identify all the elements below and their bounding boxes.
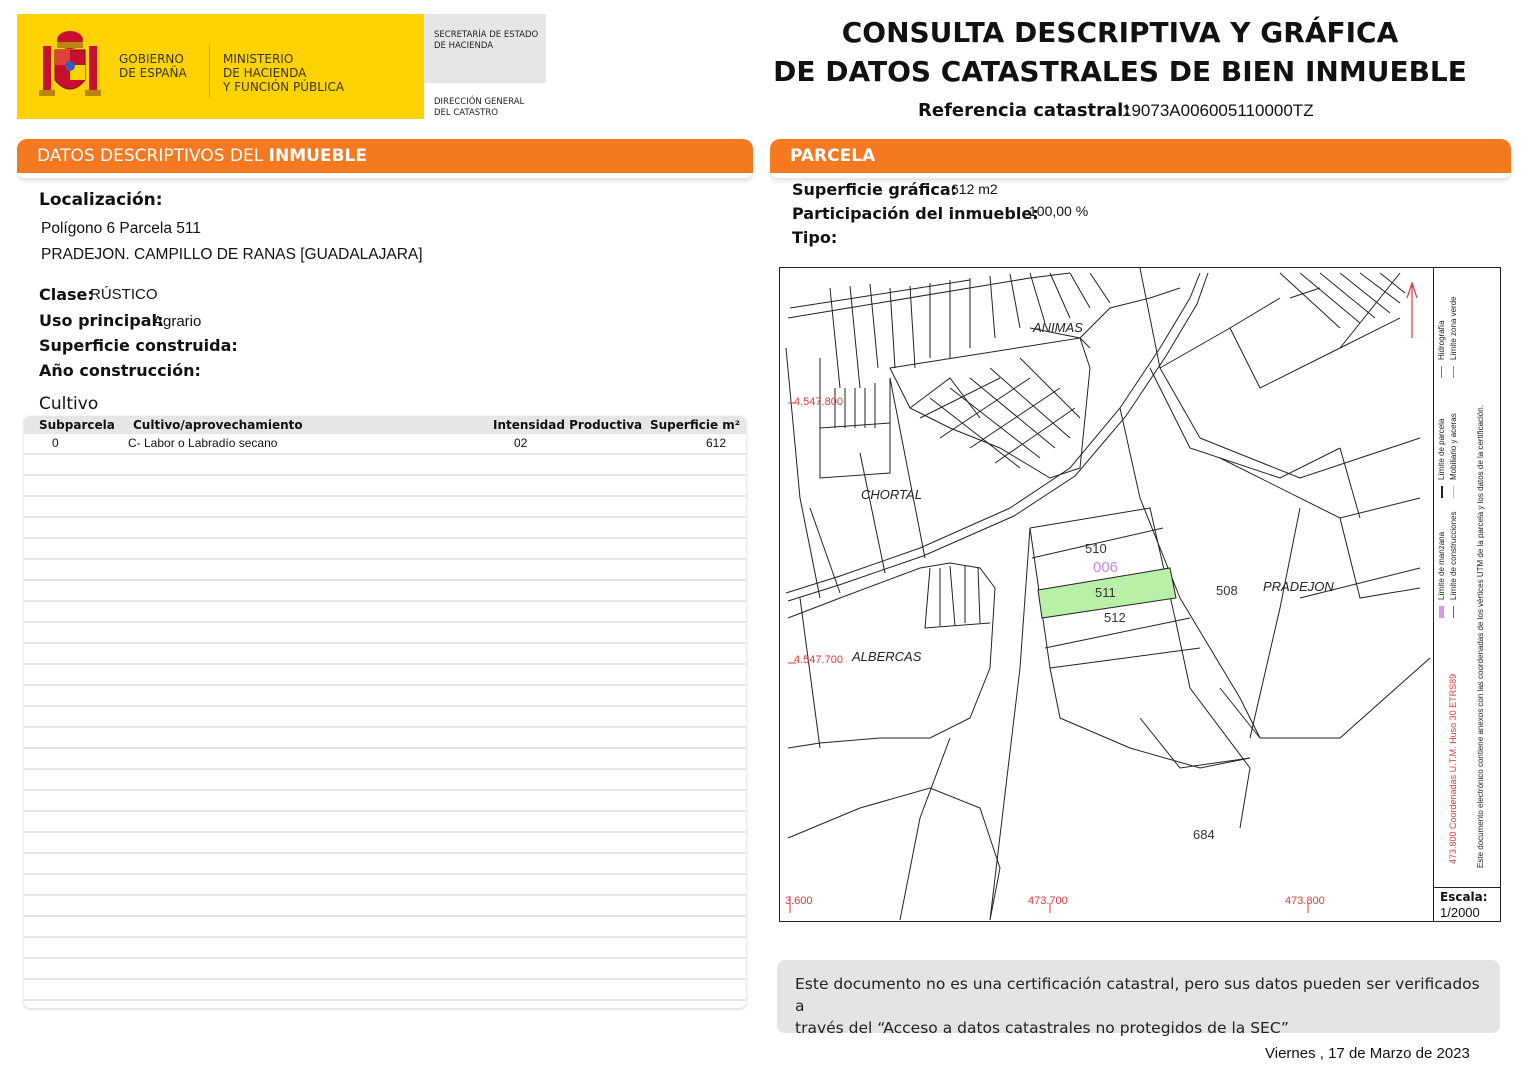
table-row: [24, 560, 746, 581]
table-row: [24, 455, 746, 476]
parcel-510: 510: [1085, 541, 1107, 556]
gov-line-2: DE ESPAÑA: [119, 66, 187, 80]
uso-label: Uso principal:: [39, 311, 164, 330]
direccion-line-1: DIRECCIÓN GENERAL: [434, 97, 525, 107]
legend-mobiliario-label: Mobiliario y aceras: [1449, 413, 1458, 480]
cadastral-map: [779, 267, 1501, 922]
section-title-a: DATOS DESCRIPTIVOS DEL: [37, 146, 269, 166]
parcel-508: 508: [1216, 583, 1238, 598]
col-intensidad: Intensidad Productiva: [493, 418, 643, 432]
ref-catastral-label: Referencia catastral:: [918, 100, 1131, 121]
section-header-parcela: PARCELA: [770, 139, 1511, 173]
table-row: [24, 623, 746, 644]
place-albercas: ALBERCAS: [852, 649, 922, 664]
logo-divider: [209, 44, 210, 98]
table-row: [24, 644, 746, 665]
place-pradejon: PRADEJON: [1263, 579, 1334, 594]
coat-of-arms-icon: [35, 28, 105, 106]
section-header-shadow: [17, 170, 753, 178]
col-superficie: Superficie m²: [650, 418, 741, 432]
uso-value: Agrario: [153, 313, 202, 330]
ref-catastral-value: 19073A006005110000TZ: [1122, 101, 1314, 120]
scale-label: Escala:: [1440, 890, 1488, 904]
table-row: [24, 518, 746, 539]
direccion-line-2: DEL CATASTRO: [434, 108, 498, 118]
secretaria-line-2: DE HACIENDA: [434, 41, 494, 51]
section-header-shadow-right: [770, 170, 1511, 178]
table-row: [24, 749, 746, 770]
place-animas: ANIMAS: [1033, 320, 1083, 335]
secretaria-box: [424, 14, 546, 119]
table-row: [24, 602, 746, 623]
legend-hidrografia-label: Hidrografía: [1437, 320, 1446, 360]
ministry-line-1: MINISTERIO: [223, 52, 294, 66]
place-chortal: CHORTAL: [861, 487, 922, 502]
localizacion-line-1: Polígono 6 Parcela 511: [41, 220, 201, 237]
legend-utm: 473.800 Coordenadas U.T.M. Huso 30 ETRS89: [1448, 673, 1458, 864]
participacion-value: 100,00 %: [1029, 203, 1089, 219]
table-row: [24, 812, 746, 833]
legend-construcciones-label: Límite de construcciones: [1449, 511, 1458, 600]
ministry-line-3: Y FUNCIÓN PÚBLICA: [223, 80, 345, 94]
table-row: [24, 707, 746, 728]
note-line-1: Este documento no es una certificación catastral, pero sus datos pueden ser verificados a: [795, 975, 1480, 1015]
government-logo: [17, 14, 424, 119]
parcel-511: 511: [1095, 585, 1116, 600]
coord-x-2: 473.800: [1285, 895, 1325, 907]
parcel-006: 006: [1093, 559, 1119, 576]
table-header: [24, 416, 746, 434]
legend-parcela: [1437, 419, 1446, 498]
coord-x-1: 473.700: [1028, 895, 1068, 907]
legend-zona-verde-label: Límite zona verde: [1449, 296, 1458, 360]
legend-parcela-label: Límite de parcela: [1437, 418, 1446, 480]
cell-intensidad: 02: [514, 436, 528, 450]
coord-y-1: 4.547.800: [794, 396, 843, 408]
table-row: [24, 833, 746, 854]
table-row: [24, 686, 746, 707]
cultivo-table: [24, 416, 746, 1008]
legend-zona-verde: [1449, 296, 1458, 378]
note-line-2: través del “Acceso a datos catastrales no protegidos de la SEC”: [795, 1019, 1289, 1037]
legend-hidrografia: [1437, 320, 1446, 378]
parcel-512: 512: [1104, 610, 1126, 625]
table-row: [24, 875, 746, 896]
superficie-construida-label: Superficie construida:: [39, 336, 238, 355]
table-row: [24, 497, 746, 518]
empty-rows: [24, 455, 746, 1008]
tipo-label: Tipo:: [792, 228, 838, 247]
col-subparcela: Subparcela: [39, 418, 115, 432]
scale-value: 1/2000: [1440, 905, 1480, 920]
legend-mobiliario: [1449, 413, 1458, 498]
coord-y-2: 4.547.700: [794, 654, 843, 666]
legend-construcciones: [1449, 512, 1458, 619]
parcel-684: 684: [1193, 827, 1215, 842]
localizacion-line-2: PRADEJON. CAMPILLO DE RANAS [GUADALAJARA]: [41, 246, 423, 263]
superficie-grafica-label: Superficie gráfica:: [792, 180, 958, 199]
cell-superficie: 612: [706, 436, 727, 450]
table-row: [24, 854, 746, 875]
superficie-grafica-value: 612 m2: [951, 181, 998, 197]
table-row: [24, 1001, 746, 1008]
table-row: [24, 917, 746, 938]
cell-subparcela: 0: [52, 436, 59, 450]
legend-manzana: [1437, 532, 1446, 618]
disclaimer-note: [777, 960, 1500, 1037]
table-row: [24, 581, 746, 602]
table-row: [24, 665, 746, 686]
gov-line-1: GOBIERNO: [119, 52, 184, 66]
scale-box: [1433, 887, 1500, 921]
clase-label: Clase:: [39, 285, 94, 304]
participacion-label: Participación del inmueble:: [792, 204, 1039, 223]
section-header-datos: [17, 139, 753, 173]
cultivo-title: Cultivo: [39, 394, 99, 414]
north-arrow-icon: [1407, 283, 1417, 338]
table-row: [24, 434, 746, 455]
table-row: [24, 728, 746, 749]
legend-doc-note: Este documento electrónico contiene anexos con las coordenadas de los vértices UTM de la parcela y los datos de la certificación.: [1476, 405, 1485, 868]
table-row: [24, 791, 746, 812]
table-row: [24, 938, 746, 959]
clase-value: RÚSTICO: [90, 286, 158, 303]
map-legend: [1433, 268, 1501, 888]
page-title-line-1: CONSULTA DESCRIPTIVA Y GRÁFICA: [841, 16, 1399, 49]
legend-manzana-label: Límite de manzana: [1437, 531, 1446, 600]
page-title-line-2: DE DATOS CATASTRALES DE BIEN INMUEBLE: [773, 55, 1467, 88]
table-row: [24, 980, 746, 1001]
anio-construccion-label: Año construcción:: [39, 361, 201, 380]
document-date: Viernes , 17 de Marzo de 2023: [1265, 1045, 1470, 1062]
table-row: [24, 539, 746, 560]
localizacion-label: Localización:: [39, 190, 163, 210]
secretaria-line-1: SECRETARÍA DE ESTADO: [434, 30, 539, 40]
cell-cultivo: C- Labor o Labradío secano: [128, 436, 278, 450]
table-row: [24, 476, 746, 497]
coord-x-0: 3.600: [785, 895, 813, 907]
col-cultivo: Cultivo/aprovechamiento: [133, 418, 303, 432]
table-row: [24, 770, 746, 791]
section-title-b: INMUEBLE: [268, 146, 367, 166]
table-row: [24, 959, 746, 980]
table-row: [24, 896, 746, 917]
ministry-line-2: DE HACIENDA: [223, 66, 307, 80]
